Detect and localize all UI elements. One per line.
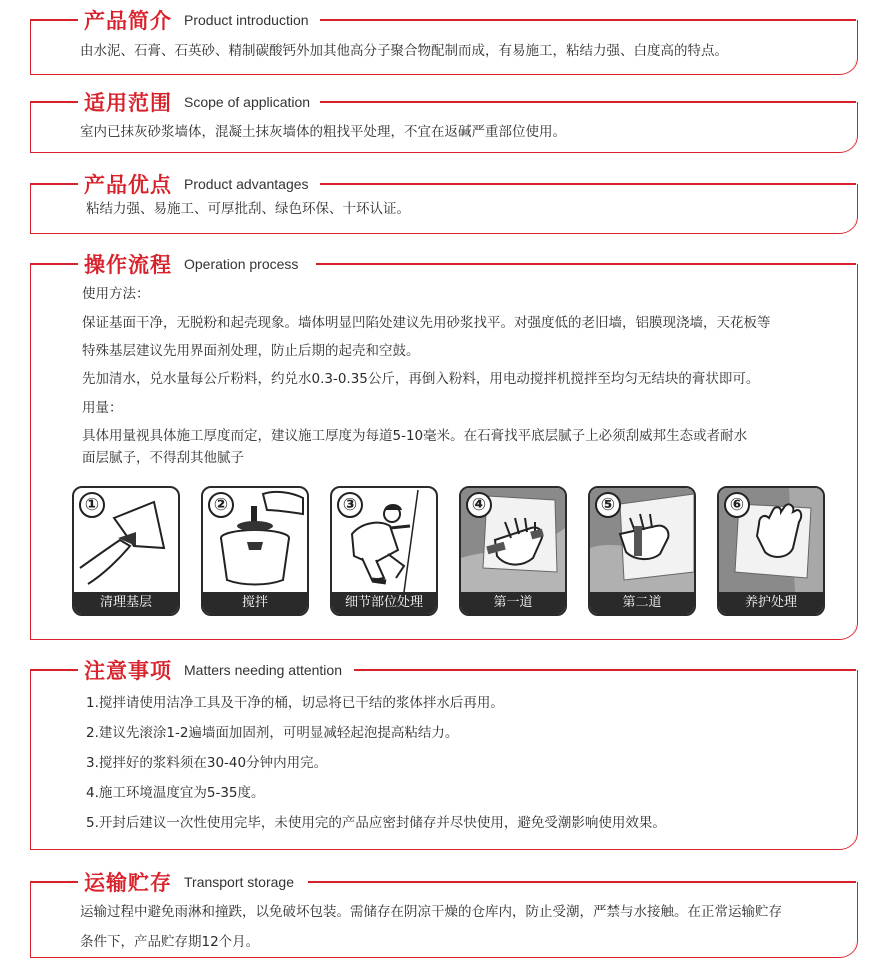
step-number: ⑥ (724, 492, 750, 518)
step-label: 细节部位处理 (332, 592, 436, 614)
storage-line-2: 条件下，产品贮存期12个月。 (80, 934, 260, 950)
section-title-en: Operation process (184, 256, 299, 272)
step-label: 第一道 (461, 592, 565, 614)
step-card-3 (330, 486, 438, 616)
usage-line-1: 保证基面干净，无脱粉和起壳现象。墙体明显凹陷处建议先用砂浆找平。对强度低的老旧墙，铝膜现浇墙，天花板等 (82, 315, 771, 331)
usage-line-3: 先加清水，兑水量每公斤粉料，约兑水0.3-0.35公斤，再倒入粉料，用电动搅拌机搅拌至均匀无结块的膏状即可。 (82, 371, 760, 387)
section-title-en: Product introduction (184, 12, 309, 28)
section-title-en: Transport storage (184, 874, 294, 890)
step-label: 养护处理 (719, 592, 823, 614)
step-label: 搅拌 (203, 592, 307, 614)
step-number: ④ (466, 492, 492, 518)
section-text: 粘结力强、易施工、可厚批刮、绿色环保、十环认证。 (86, 201, 410, 217)
section-title (84, 868, 302, 896)
step-label: 清理基层 (74, 592, 178, 614)
list-item: 5.开封后建议一次性使用完毕，未使用完的产品应密封储存并尽快使用，避免受潮影响使用效果。 (86, 815, 666, 831)
step-number: ① (79, 492, 105, 518)
section-title-zh: 操作流程 (84, 253, 172, 277)
section-text: 由水泥、石膏、石英砂、精制碳酸钙外加其他高分子聚合物配制而成，有易施工，粘结力强、白度高的特点。 (80, 43, 728, 59)
step-number: ⑤ (595, 492, 621, 518)
dosage-line-1: 具体用量视具体施工厚度而定，建议施工厚度为每道5-10毫米。在石膏找平底层腻子上必须刮威邦生态或者耐水 (82, 428, 748, 444)
step-number: ② (208, 492, 234, 518)
section-title-en: Scope of application (184, 94, 311, 110)
section-title (84, 170, 317, 198)
section-title (84, 656, 350, 684)
section-title (84, 6, 317, 34)
section-title-zh: 产品简介 (84, 9, 172, 33)
section-transport-storage (0, 871, 884, 958)
section-title-zh: 适用范围 (84, 91, 172, 115)
usage-label: 使用方法： (82, 286, 150, 302)
step-card-4 (459, 486, 567, 616)
section-title-zh: 注意事项 (84, 659, 172, 683)
list-item: 4.施工环境温度宜为5-35度。 (86, 785, 265, 801)
section-scope-of-application (0, 91, 884, 153)
storage-line-1: 运输过程中避免雨淋和撞跌，以免破坏包装。需储存在阴凉干燥的仓库内，防止受潮，严禁与水接触。在正常运输贮存 (80, 904, 782, 920)
usage-line-2: 特殊基层建议先用界面剂处理，防止后期的起壳和空鼓。 (82, 343, 420, 359)
section-operation-process (0, 253, 884, 640)
step-card-5 (588, 486, 696, 616)
section-title-zh: 产品优点 (84, 173, 172, 197)
dosage-label: 用量： (82, 400, 123, 416)
section-title-zh: 运输贮存 (84, 871, 172, 895)
step-card-6 (717, 486, 825, 616)
section-title (84, 88, 318, 116)
section-text: 室内已抹灰砂浆墙体，混凝土抹灰墙体的粗找平处理，不宜在返碱严重部位使用。 (80, 124, 566, 140)
section-product-introduction (0, 9, 884, 75)
section-matters-needing-attention (0, 659, 884, 850)
section-product-advantages (0, 173, 884, 234)
list-item: 3.搅拌好的浆料须在30-40分钟内用完。 (86, 755, 328, 771)
step-card-2 (201, 486, 309, 616)
step-card-1 (72, 486, 180, 616)
section-title-en: Product advantages (184, 176, 309, 192)
step-label: 第二道 (590, 592, 694, 614)
section-title (84, 250, 306, 278)
list-item: 2.建议先滚涂1-2遍墙面加固剂，可明显减轻起泡提高粘结力。 (86, 725, 459, 741)
section-title-en: Matters needing attention (184, 662, 342, 678)
dosage-line-2: 面层腻子，不得刮其他腻子 (82, 450, 244, 466)
list-item: 1.搅拌请使用洁净工具及干净的桶，切忌将已干结的浆体拌水后再用。 (86, 695, 504, 711)
operation-steps (72, 486, 832, 618)
step-number: ③ (337, 492, 363, 518)
